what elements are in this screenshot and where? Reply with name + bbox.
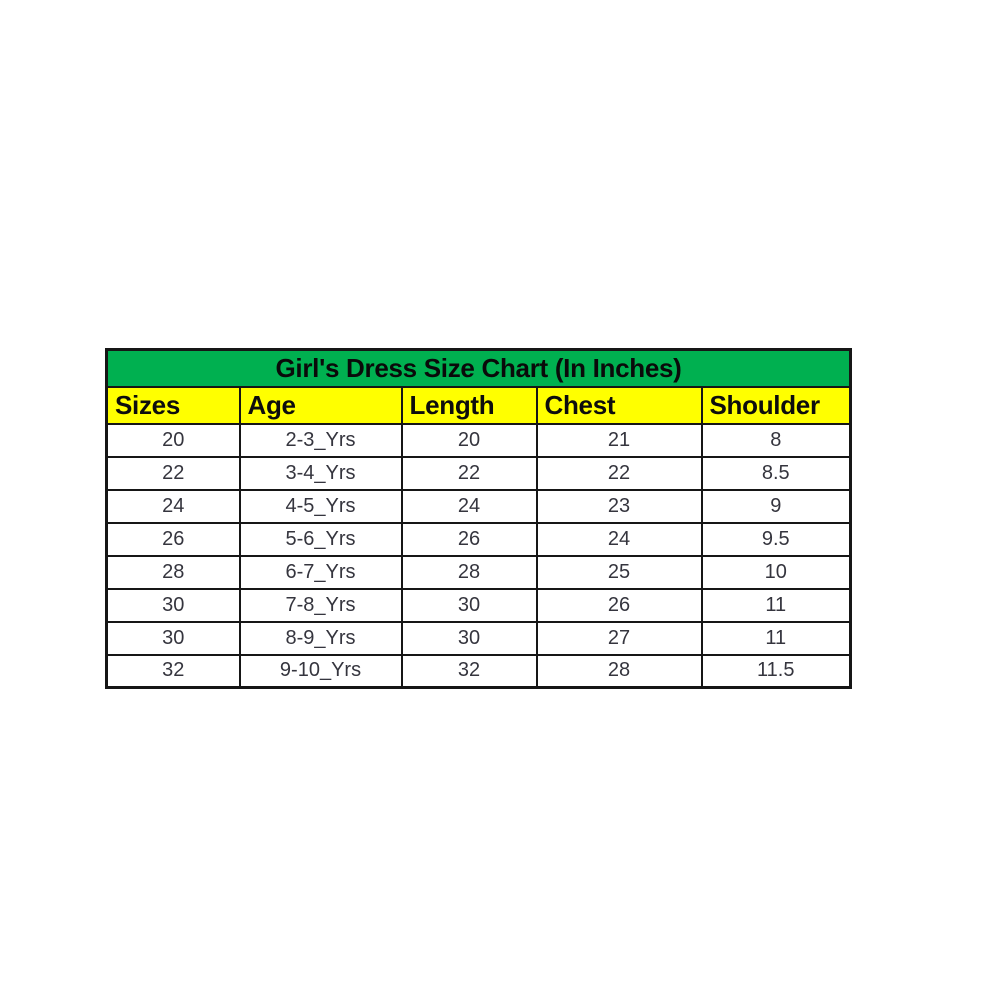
header-cell-sizes: Sizes <box>107 387 240 424</box>
cell-sizes: 30 <box>107 589 240 622</box>
cell-age: 4-5_Yrs <box>240 490 402 523</box>
cell-length: 24 <box>402 490 537 523</box>
header-cell-chest: Chest <box>537 387 702 424</box>
cell-sizes: 20 <box>107 424 240 457</box>
cell-shoulder: 11.5 <box>702 655 851 688</box>
table-row <box>107 556 851 589</box>
table-row <box>107 622 851 655</box>
cell-age: 6-7_Yrs <box>240 556 402 589</box>
cell-age: 9-10_Yrs <box>240 655 402 688</box>
cell-age: 5-6_Yrs <box>240 523 402 556</box>
table-row <box>107 424 851 457</box>
table-row <box>107 523 851 556</box>
cell-shoulder: 11 <box>702 589 851 622</box>
cell-length: 26 <box>402 523 537 556</box>
cell-length: 30 <box>402 589 537 622</box>
cell-shoulder: 9.5 <box>702 523 851 556</box>
cell-sizes: 22 <box>107 457 240 490</box>
cell-chest: 28 <box>537 655 702 688</box>
title-row <box>107 350 851 387</box>
cell-chest: 27 <box>537 622 702 655</box>
table-body <box>107 424 851 688</box>
cell-chest: 26 <box>537 589 702 622</box>
cell-shoulder: 8.5 <box>702 457 851 490</box>
header-row <box>107 387 851 424</box>
header-cell-length: Length <box>402 387 537 424</box>
table-row <box>107 655 851 688</box>
size-chart-table <box>105 348 852 689</box>
cell-shoulder: 11 <box>702 622 851 655</box>
cell-age: 7-8_Yrs <box>240 589 402 622</box>
cell-sizes: 26 <box>107 523 240 556</box>
cell-age: 8-9_Yrs <box>240 622 402 655</box>
table-row <box>107 457 851 490</box>
chart-title: Girl's Dress Size Chart (In Inches) <box>107 350 851 387</box>
cell-sizes: 28 <box>107 556 240 589</box>
cell-shoulder: 9 <box>702 490 851 523</box>
cell-shoulder: 8 <box>702 424 851 457</box>
cell-age: 3-4_Yrs <box>240 457 402 490</box>
cell-chest: 25 <box>537 556 702 589</box>
cell-sizes: 32 <box>107 655 240 688</box>
cell-length: 30 <box>402 622 537 655</box>
cell-chest: 23 <box>537 490 702 523</box>
header-cell-age: Age <box>240 387 402 424</box>
header-cell-shoulder: Shoulder <box>702 387 851 424</box>
cell-length: 32 <box>402 655 537 688</box>
table-row <box>107 490 851 523</box>
table-row <box>107 589 851 622</box>
cell-length: 20 <box>402 424 537 457</box>
cell-chest: 22 <box>537 457 702 490</box>
cell-shoulder: 10 <box>702 556 851 589</box>
cell-length: 28 <box>402 556 537 589</box>
cell-age: 2-3_Yrs <box>240 424 402 457</box>
cell-chest: 24 <box>537 523 702 556</box>
cell-sizes: 30 <box>107 622 240 655</box>
cell-chest: 21 <box>537 424 702 457</box>
cell-sizes: 24 <box>107 490 240 523</box>
cell-length: 22 <box>402 457 537 490</box>
